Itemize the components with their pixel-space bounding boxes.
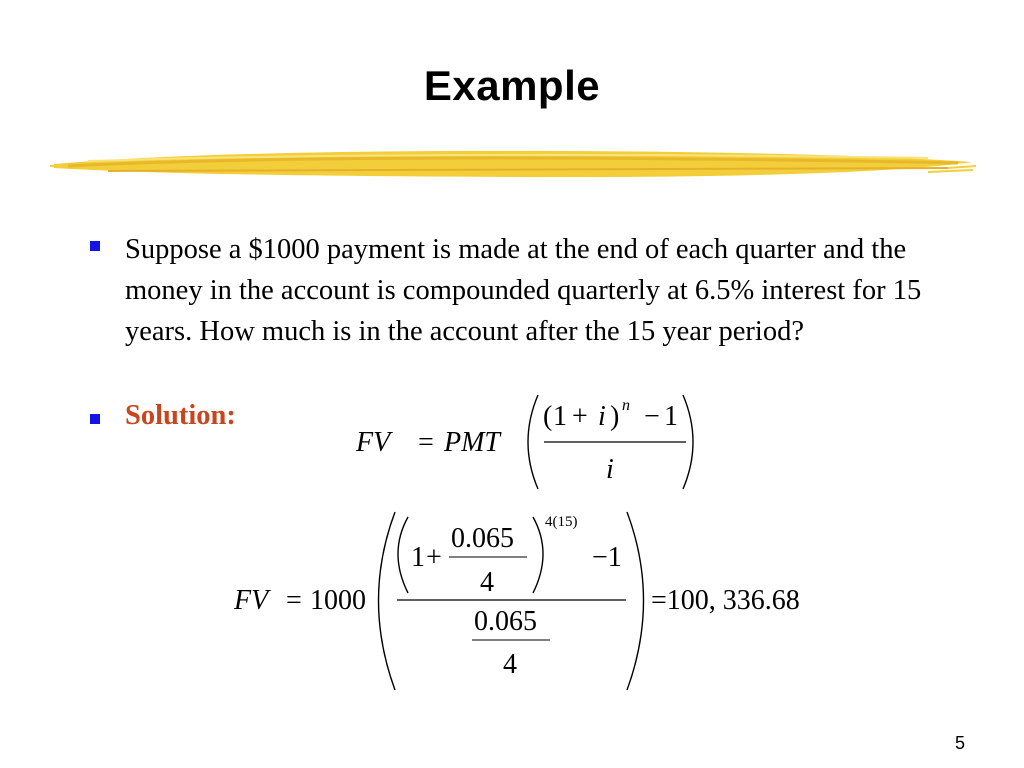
- formula-plus: +: [572, 401, 588, 432]
- formula-i: i: [598, 401, 606, 432]
- problem-text: Suppose a $1000 payment is made at the end of each quarter and the money in the account is compounded quarterly at 6.5% interest for 15 years. How much is in the account after the 15 year period?: [125, 234, 922, 347]
- comp-plus: +: [426, 542, 442, 573]
- formula-equals: =: [418, 427, 434, 458]
- comp-exponent: 4(15): [545, 514, 578, 530]
- comp-fv: FV: [234, 585, 269, 616]
- page-number: 5: [955, 733, 966, 753]
- comp-minus-one: −1: [592, 542, 622, 573]
- comp-result: =100, 336.68: [651, 585, 800, 616]
- comp-equals: =: [286, 585, 302, 616]
- comp-denominator-rate: 0.065: [474, 606, 537, 637]
- comp-denominator-periods: 4: [503, 649, 517, 680]
- formula-one: 1: [553, 401, 567, 432]
- formula-fv: FV: [356, 427, 391, 458]
- comp-rate: 0.065: [451, 523, 514, 554]
- formula-minus: −: [644, 401, 660, 432]
- slide-title: Example: [423, 62, 601, 109]
- formula-i-denominator: i: [606, 454, 614, 485]
- formula-pmt: PMT: [444, 427, 500, 458]
- formula-one: 1: [664, 401, 678, 432]
- solution-label: Solution:: [125, 400, 236, 431]
- comp-one: 1: [411, 542, 425, 573]
- formula-close-paren: ): [610, 401, 620, 432]
- comp-periods: 4: [480, 567, 494, 598]
- formula-exponent-n: n: [622, 397, 630, 414]
- formula-open-paren: (: [543, 401, 553, 432]
- comp-pmt-value: 1000: [310, 585, 366, 616]
